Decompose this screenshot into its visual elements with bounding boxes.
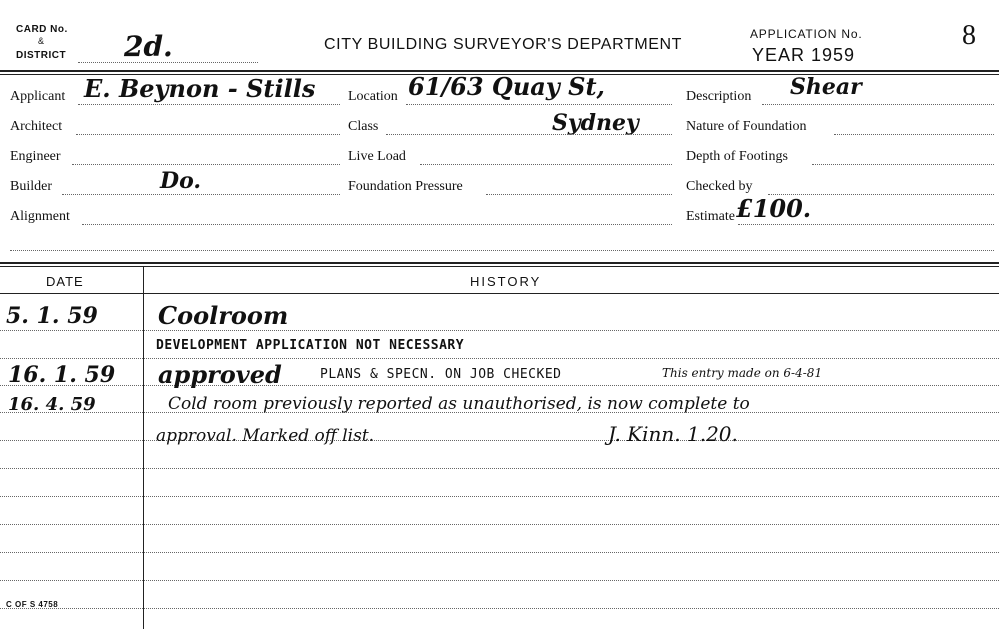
history-text-5: approval. Marked off list. [156,426,375,446]
history-text-4: Cold room previously reported as unauthorised, is now complete to [168,394,750,414]
application-no-label: APPLICATION No. [750,27,863,41]
depth-of-footings-label: Depth of Footings [686,149,788,164]
estimate-value: £100. [736,194,812,223]
year-label: YEAR 1959 [752,45,856,65]
history-stamp-2: DEVELOPMENT APPLICATION NOT NECESSARY [156,338,465,353]
history-date-1: 5. 1. 59 [6,303,98,329]
amp-mark: & [38,36,45,46]
location-label: Location [348,89,398,104]
class-label: Class [348,119,379,134]
nature-of-foundation-label: Nature of Foundation [686,119,807,134]
history-text-3: approved [158,360,282,389]
description-value: Shear [790,74,862,100]
card-no-label: CARD No. [16,24,68,35]
form-code: C OF S 4758 [6,600,59,609]
engineer-label: Engineer [10,149,61,164]
history-date-4: 16. 4. 59 [8,394,96,415]
history-header: HISTORY [470,274,542,289]
live-load-label: Live Load [348,149,406,164]
district-value: 2d. [124,30,173,63]
history-signature-5: J. Kinn. 1.20. [608,422,738,446]
department-title: CITY BUILDING SURVEYOR'S DEPARTMENT [324,36,683,53]
alignment-label: Alignment [10,209,70,224]
builder-label: Builder [10,179,52,194]
date-header: DATE [46,274,84,289]
description-label: Description [686,89,752,104]
location-value-line2: Sydney [552,110,639,136]
builder-value: Do. [160,168,202,194]
location-value-line1: 61/63 Quay St, [408,72,605,101]
history-stamp-3: PLANS & SPECN. ON JOB CHECKED [320,367,562,382]
district-label: DISTRICT [16,50,67,61]
applicant-value: E. Beynon - Stills [84,74,316,103]
history-text-1: Coolroom [158,301,289,330]
architect-label: Architect [10,119,63,134]
history-date-3: 16. 1. 59 [8,362,116,388]
history-note-3: This entry made on 6-4-81 [662,366,823,380]
applicant-label: Applicant [10,89,66,104]
estimate-label: Estimate [686,209,735,224]
application-number: 8 [962,20,976,51]
foundation-pressure-label: Foundation Pressure [348,179,463,194]
checked-by-label: Checked by [686,179,753,194]
